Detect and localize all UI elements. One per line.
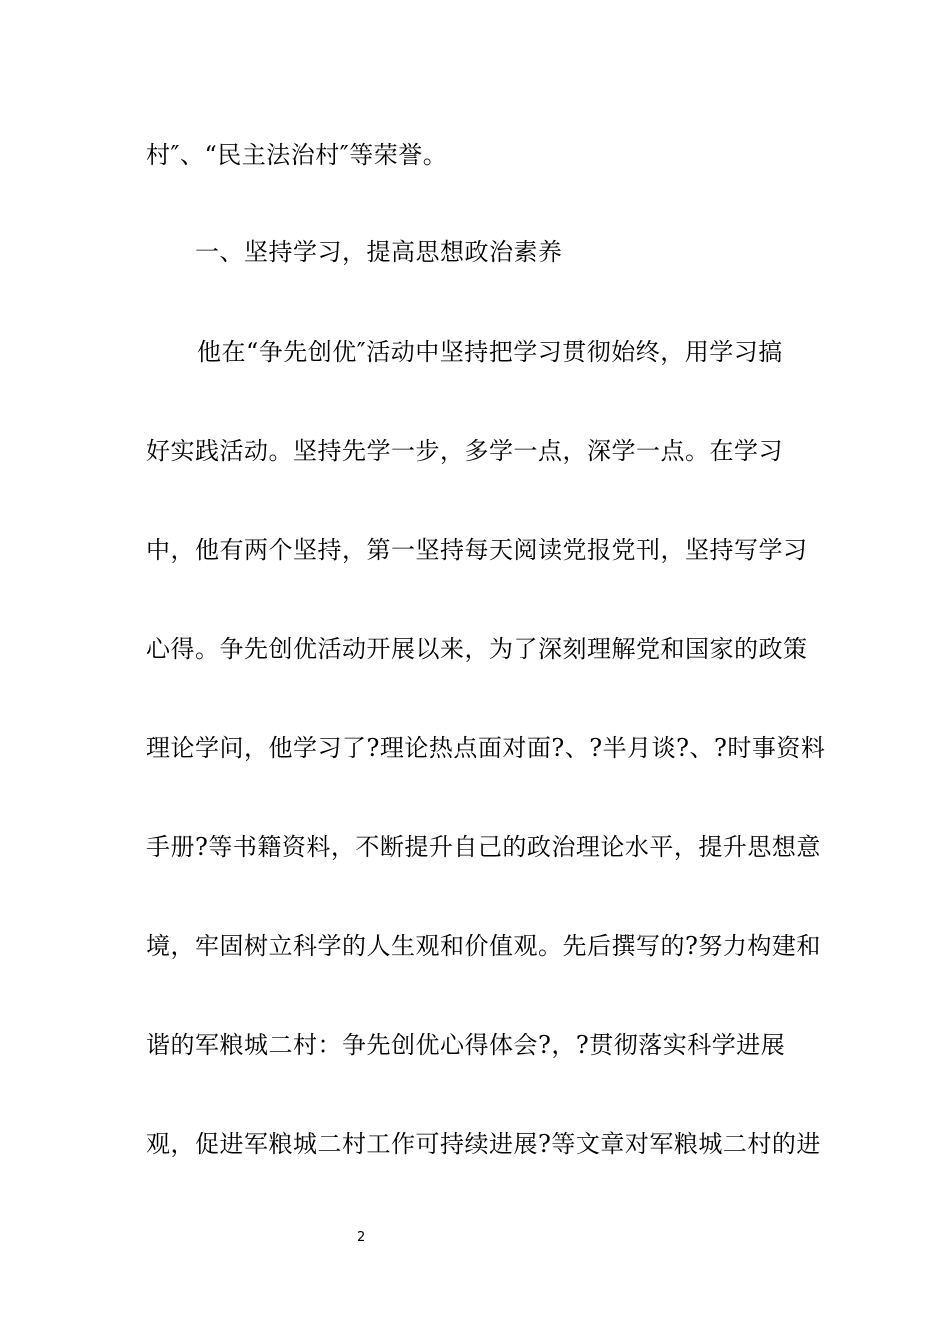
text-line: 心得。争先创优活动开展以来，为了深刻理解党和国家的政策 <box>146 635 808 663</box>
text-line: 理论学问，他学习了?理论热点面对面?、?半月谈?、?时事资料 <box>146 734 826 762</box>
page-number: 2 <box>357 1230 366 1245</box>
text-line: 手册?等书籍资料，不断提升自己的政治理论水平，提升思想意 <box>146 833 821 861</box>
text-line: 境，牢固树立科学的人生观和价值观。先后撰写的?努力构建和 <box>146 932 821 960</box>
text-line: 他在“争先创优″活动中坚持把学习贯彻始终，用学习搞 <box>197 338 783 366</box>
text-line: 观，促进军粮城二村工作可持续进展?等文章对军粮城二村的进 <box>146 1130 821 1158</box>
text-line: 中，他有两个坚持，第一坚持每天阅读党报党刊，坚持写学习 <box>146 536 808 564</box>
text-line: 好实践活动。坚持先学一步，多学一点，深学一点。在学习 <box>146 437 783 465</box>
text-line: 村″、“民主法治村″等荣誉。 <box>146 141 448 169</box>
text-line: 谐的军粮城二村：争先创优心得体会?，?贯彻落实科学进展 <box>146 1031 786 1059</box>
section-heading: 一、坚持学习，提高思想政治素养 <box>195 238 563 266</box>
